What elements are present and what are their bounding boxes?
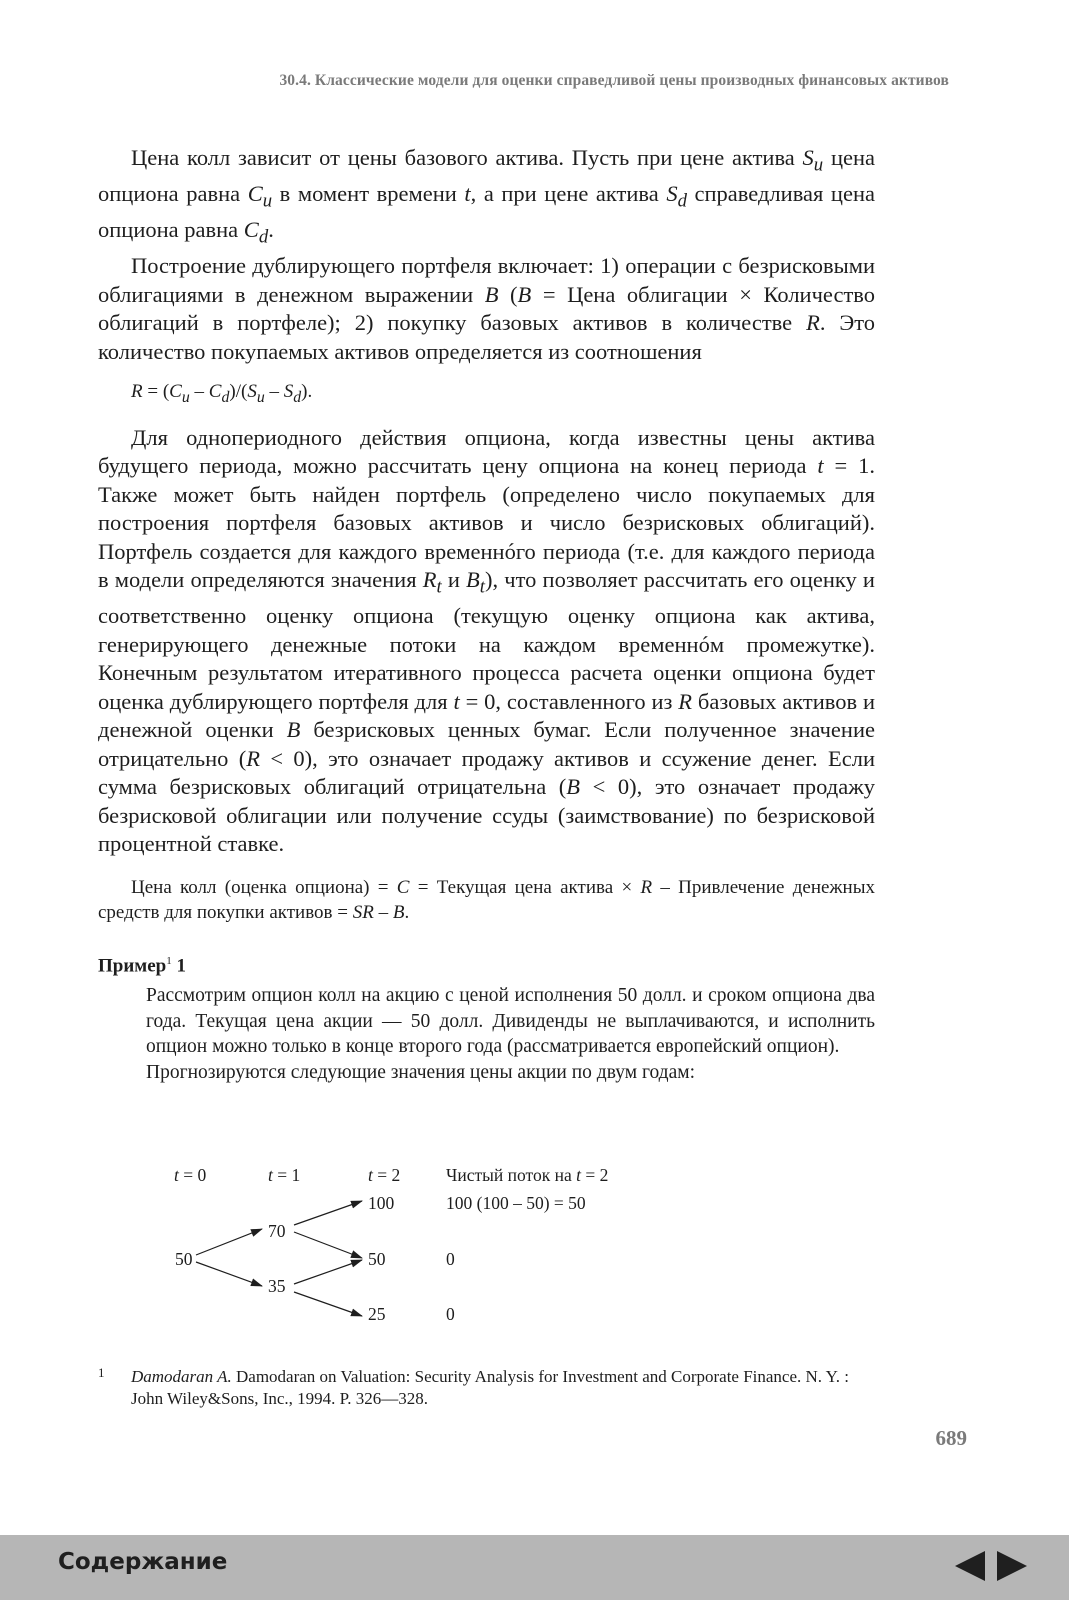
triangle-left-icon[interactable] — [953, 1549, 987, 1583]
page-body — [98, 144, 875, 1085]
arrow-up-up — [294, 1201, 362, 1225]
arrow-0-down — [196, 1262, 262, 1286]
footnote-ref[interactable]: 1 — [166, 954, 172, 967]
paragraph-3: Для однопериодного действия опциона, когда известны цены актива будущего периода, можно рассчитать цену опциона на конец периода t = 1. Также может быть найден портфель (определено число покупаемых для построения портфеля базовых активов и число безрисковых облигаций). Портфель создается для каждого временнóго периода (т.е. для каждого периода в модели определяются значения $R_t$ и $B_t$), что позволяет рассчитать его оценку и соответственно оценку опциона (текущую оценку опциона как актива, генерирующего денежные потоки на каждом временнóм промежутке). Конечным результатом итеративного процесса расчета оценки опциона будет оценка дублирующего портфеля для t = 0, составленного из R базовых активов и денежной оценки B безрисковых ценных бумаг. Если полученное значение отрицательно (R < 0), это означает продажу активов и ссужение денег. Если сумма безрисковых облигаций отрицательна (B < 0), это означает продажу безрисковой облигации или получение ссуды (заимствование) по безрисковой процентной ставке. — [98, 424, 875, 857]
flow-up: 100 (100 – 50) = 50 — [446, 1193, 586, 1213]
example-paragraph-1: Рассмотрим опцион колл на акцию с ценой исполнения 50 долл. и сроком опциона два года. Текущая цена акции — 50 долл. Дивиденды не выплачиваются, и исполнить опцион можно только в конце второго года (рассматривается европейский опцион). — [146, 985, 875, 1058]
flow-down: 0 — [446, 1304, 455, 1324]
node-t2-up: 100 — [368, 1193, 395, 1213]
arrow-0-up — [196, 1229, 262, 1255]
page-number: 689 — [935, 1426, 967, 1450]
arrow-down-down — [294, 1292, 362, 1316]
paragraph-1: Цена колл зависит от цены базового актива. Пусть при цене актива $S_u$ цена опциона равна $C_u$ в момент времени t, а при цене актива $S_d$ справедливая цена опциона равна $C_d$. — [98, 145, 875, 248]
example-paragraph-2: Прогнозируются следующие значения цены акции по двум годам: — [146, 1061, 695, 1083]
triangle-right-icon[interactable] — [995, 1549, 1029, 1583]
formula-r: $R = (C_u - C_d)/(S_u - S_d)$. — [131, 381, 313, 406]
paragraph-2: Построение дублирующего портфеля включает: 1) операции с безрисковыми облигациями в денежном выражении B (B = Цена облигации × Количество облигаций в портфеле); 2) покупку базовых активов в количестве R. Это количество покупаемых активов определяется из соотношения — [98, 253, 875, 364]
header-net-flow: Чистый поток на t = 2 — [446, 1165, 609, 1185]
call-price-definition: Цена колл (оценка опциона) = C = Текущая цена актива × R – Привлечение денежных средств для покупки активов = SR – B. — [98, 876, 875, 923]
footnote-text: Damodaran A. Damodaran on Valuation: Security Analysis for Investment and Corporate Finance. N. Y. : John Wiley&Sons, Inc., 1994. P. 326—328. — [131, 1367, 849, 1408]
navigation-bar — [0, 1535, 1069, 1600]
header-t2: t = 2 — [368, 1165, 401, 1185]
arrow-down-mid — [294, 1260, 362, 1284]
node-t0: 50 — [175, 1249, 193, 1269]
header-t0: t = 0 — [174, 1165, 207, 1185]
example-title: Пример$^1$ 1 — [98, 954, 186, 977]
header-t1: t = 1 — [268, 1165, 301, 1185]
arrow-up-mid — [294, 1232, 362, 1258]
flow-mid: 0 — [446, 1249, 455, 1269]
footnote-number: 1 — [98, 1365, 105, 1380]
node-t1-down: 35 — [268, 1276, 286, 1296]
node-t1-up: 70 — [268, 1221, 286, 1241]
footnote — [98, 1366, 875, 1410]
node-t2-down: 25 — [368, 1304, 386, 1324]
contents-button[interactable]: Содержание — [58, 1549, 228, 1575]
node-t2-mid: 50 — [368, 1249, 386, 1269]
running-header: 30.4. Классические модели для оценки справедливой цены производных финансовых активов — [279, 72, 949, 89]
